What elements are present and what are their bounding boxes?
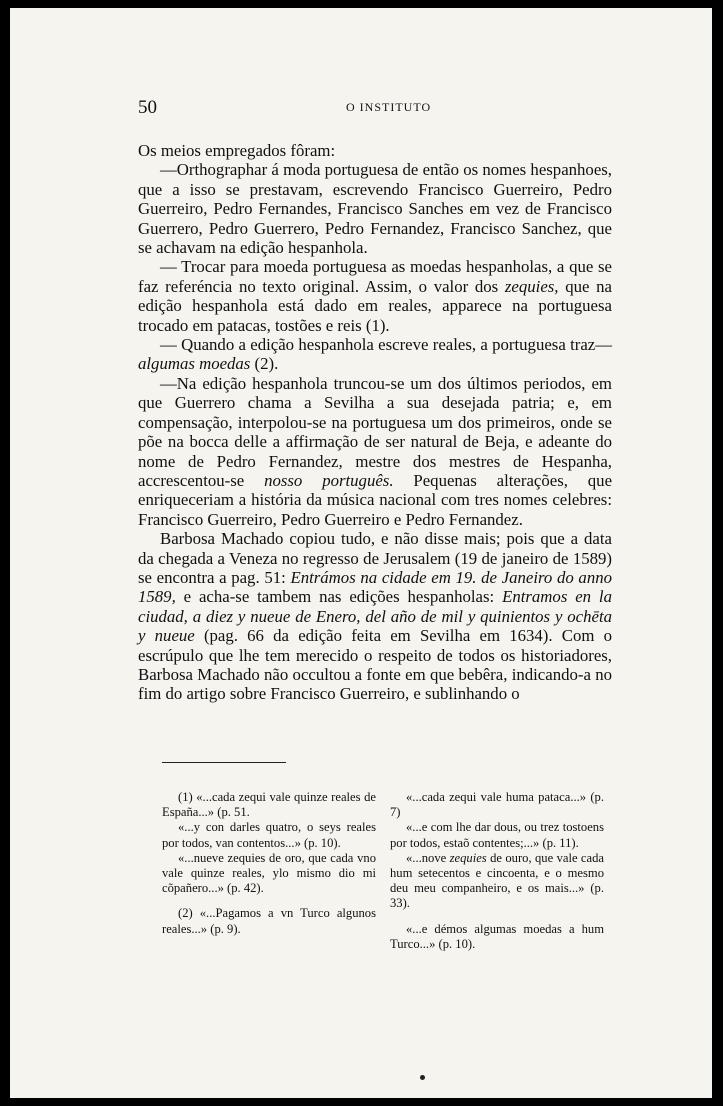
text: «...nove xyxy=(406,850,450,865)
italic-quote: Entrámos na cidade em 19. de Janeiro do anno 1589, xyxy=(138,567,612,607)
text: (2). xyxy=(250,354,279,374)
page-header xyxy=(138,97,608,121)
page-number: 50 xyxy=(138,97,157,118)
paragraph xyxy=(138,335,612,374)
paragraph xyxy=(138,374,612,529)
paragraph xyxy=(138,160,612,257)
text: Barbosa Machado copiou tudo, e não disse mais; pois que a data da chegada a Veneza no regresso de Jerusalem (19 de janeiro de 1589) se encontra a pag. 51: xyxy=(138,529,612,587)
text: de ouro, que vale cada hum setecentos e cincoenta, e o mesmo deu meu companheiro, e os mais...» (p. 33). xyxy=(390,850,605,911)
text: que na edição hespanhola está dado em reales, apparece na portuguesa trocado em patacas, tostões e reis (1). xyxy=(138,276,612,335)
text: — Quando a edição hespanhola escreve reales, a portuguesa traz— xyxy=(160,335,612,355)
footnote: «...e com lhe dar dous, ou trez tostoens por todos, estaõ contentes;...» (p. 11). xyxy=(390,820,604,850)
italic-quote: Entramos en la ciudad, a diez y nueue de Enero, del año de mil y quinientos y ochēta y nueue xyxy=(138,587,612,646)
text: — Trocar para moeda portuguesa as moedas hespanholas, a que se faz referéncia no texto original. Assim, o valor dos xyxy=(138,257,612,296)
text: Os meios empregados fôram: xyxy=(138,141,336,160)
italic-term: zequies xyxy=(449,850,487,865)
paragraph xyxy=(138,141,612,160)
paragraph xyxy=(138,529,612,704)
footnotes-left xyxy=(162,790,376,937)
italic-term: algumas moedas xyxy=(138,354,251,374)
footnote-rule xyxy=(162,762,286,763)
footnote xyxy=(390,851,604,912)
text: Pequenas alterações, que enriqueceriam a história da música nacional com tres nomes celebres: Francisco Guerreiro, Pedro Guerreiro e Pedro Fernandez. xyxy=(138,470,613,529)
running-title: O INSTITUTO xyxy=(346,100,432,114)
footnote: (1) «...cada zequi vale quinze reales de España...» (p. 51. xyxy=(162,790,376,820)
text: —Na edição hespanhola truncou-se um dos últimos periodos, em que Guerrero chama a Sevilha a sua desejada patria; e, em compensação, interpolou-se na portuguesa um dos primeiros, onde se põe na bocca delle a affirmação de ser natural de Beja, e adeante do nome de Pedro Fernandez, mestre dos mestres de Hespanha, accrescentou-se xyxy=(138,373,612,490)
footnotes-right xyxy=(390,790,604,952)
printer-mark xyxy=(420,1075,425,1080)
footnote: «...e démos algumas moedas a hum Turco...» (p. 10). xyxy=(390,921,604,951)
text: e acha-se tambem nas edições hespanholas: xyxy=(175,587,503,607)
text: —Orthographar á moda portuguesa de então os nomes hespanhoes, que a isso se prestavam, escrevendo Francisco Guerreiro, Pedro Guerreiro, Pedro Fernandes, Francisco Sanches em vez de Francisco Guerrero, Pedro Guerrero, Pedro Fernandez, Francisco Sanchez, que se achavam na edição hespanhola. xyxy=(138,160,612,258)
footnote: «...y con darles quatro, o seys reales por todos, van contentos...» (p. 10). xyxy=(162,820,376,850)
paragraph xyxy=(138,257,612,335)
italic-term: nosso português. xyxy=(264,470,394,490)
text: (pag. 66 da edição feita em Sevilha em 1634). Com o escrúpulo que lhe tem merecido o respeito de todos os historiadores, Barbosa Machado não occultou a fonte em que bebêra, indicando-a no fim do artigo sobre Francisco Guerreiro, e sublinhando o xyxy=(138,626,612,704)
italic-term: zequies, xyxy=(504,276,559,296)
footnote: «...nueve zequies de oro, que cada vno vale quinze reales, ylo mismo dio mi cõpañero...» (p. 42). xyxy=(162,850,376,896)
main-text xyxy=(138,141,612,704)
footnote: «...cada zequi vale huma pataca...» (p. 7) xyxy=(390,790,604,820)
footnote: (2) «...Pagamos a vn Turco algunos reales...» (p. 9). xyxy=(162,906,376,936)
